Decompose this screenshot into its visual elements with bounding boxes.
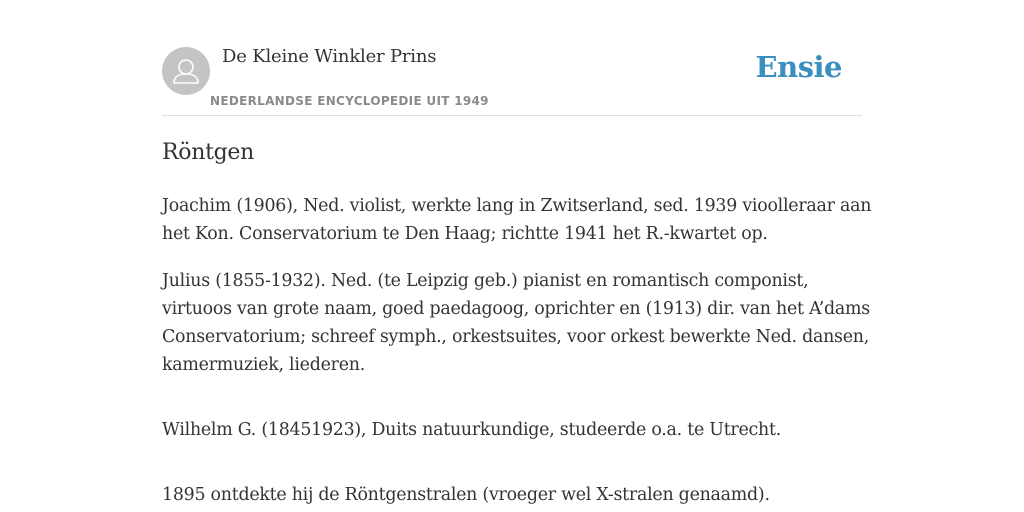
entry-paragraph: 1895 ontdekte hij de Röntgenstralen (vroeger wel X-stralen genaamd). [162,485,770,505]
entry-paragraph: Julius (1855-1932). Ned. (te Leipzig geb.) pianist en romantisch componist, virtuoos van grote naam, goed paedagoog, oprichter en (1913) dir. van het A’dams Conservatorium; schreef symph., orkestsuites, voor orkest bewerkte Ned. dansen, kamermuziek, liederen. [162,271,870,375]
entry-title: Röntgen [162,140,254,165]
header-divider [162,115,862,116]
user-icon [162,47,210,95]
source-title[interactable]: De Kleine Winkler Prins [222,46,437,67]
entry-paragraph: Wilhelm G. (18451923), Duits natuurkundige, studeerde o.a. te Utrecht. [162,420,781,440]
brand-logo-link[interactable]: Ensie [755,50,842,84]
entry-body [162,192,872,512]
entry-paragraph: Joachim (1906), Ned. violist, werkte lang in Zwitserland, sed. 1939 vioolleraar aan het Kon. Conservatorium te Den Haag; richtte 1941 het R.-kwartet op. [162,196,872,244]
avatar [162,47,210,95]
source-subtitle: NEDERLANDSE ENCYCLOPEDIE UIT 1949 [210,94,489,108]
page [162,0,872,512]
